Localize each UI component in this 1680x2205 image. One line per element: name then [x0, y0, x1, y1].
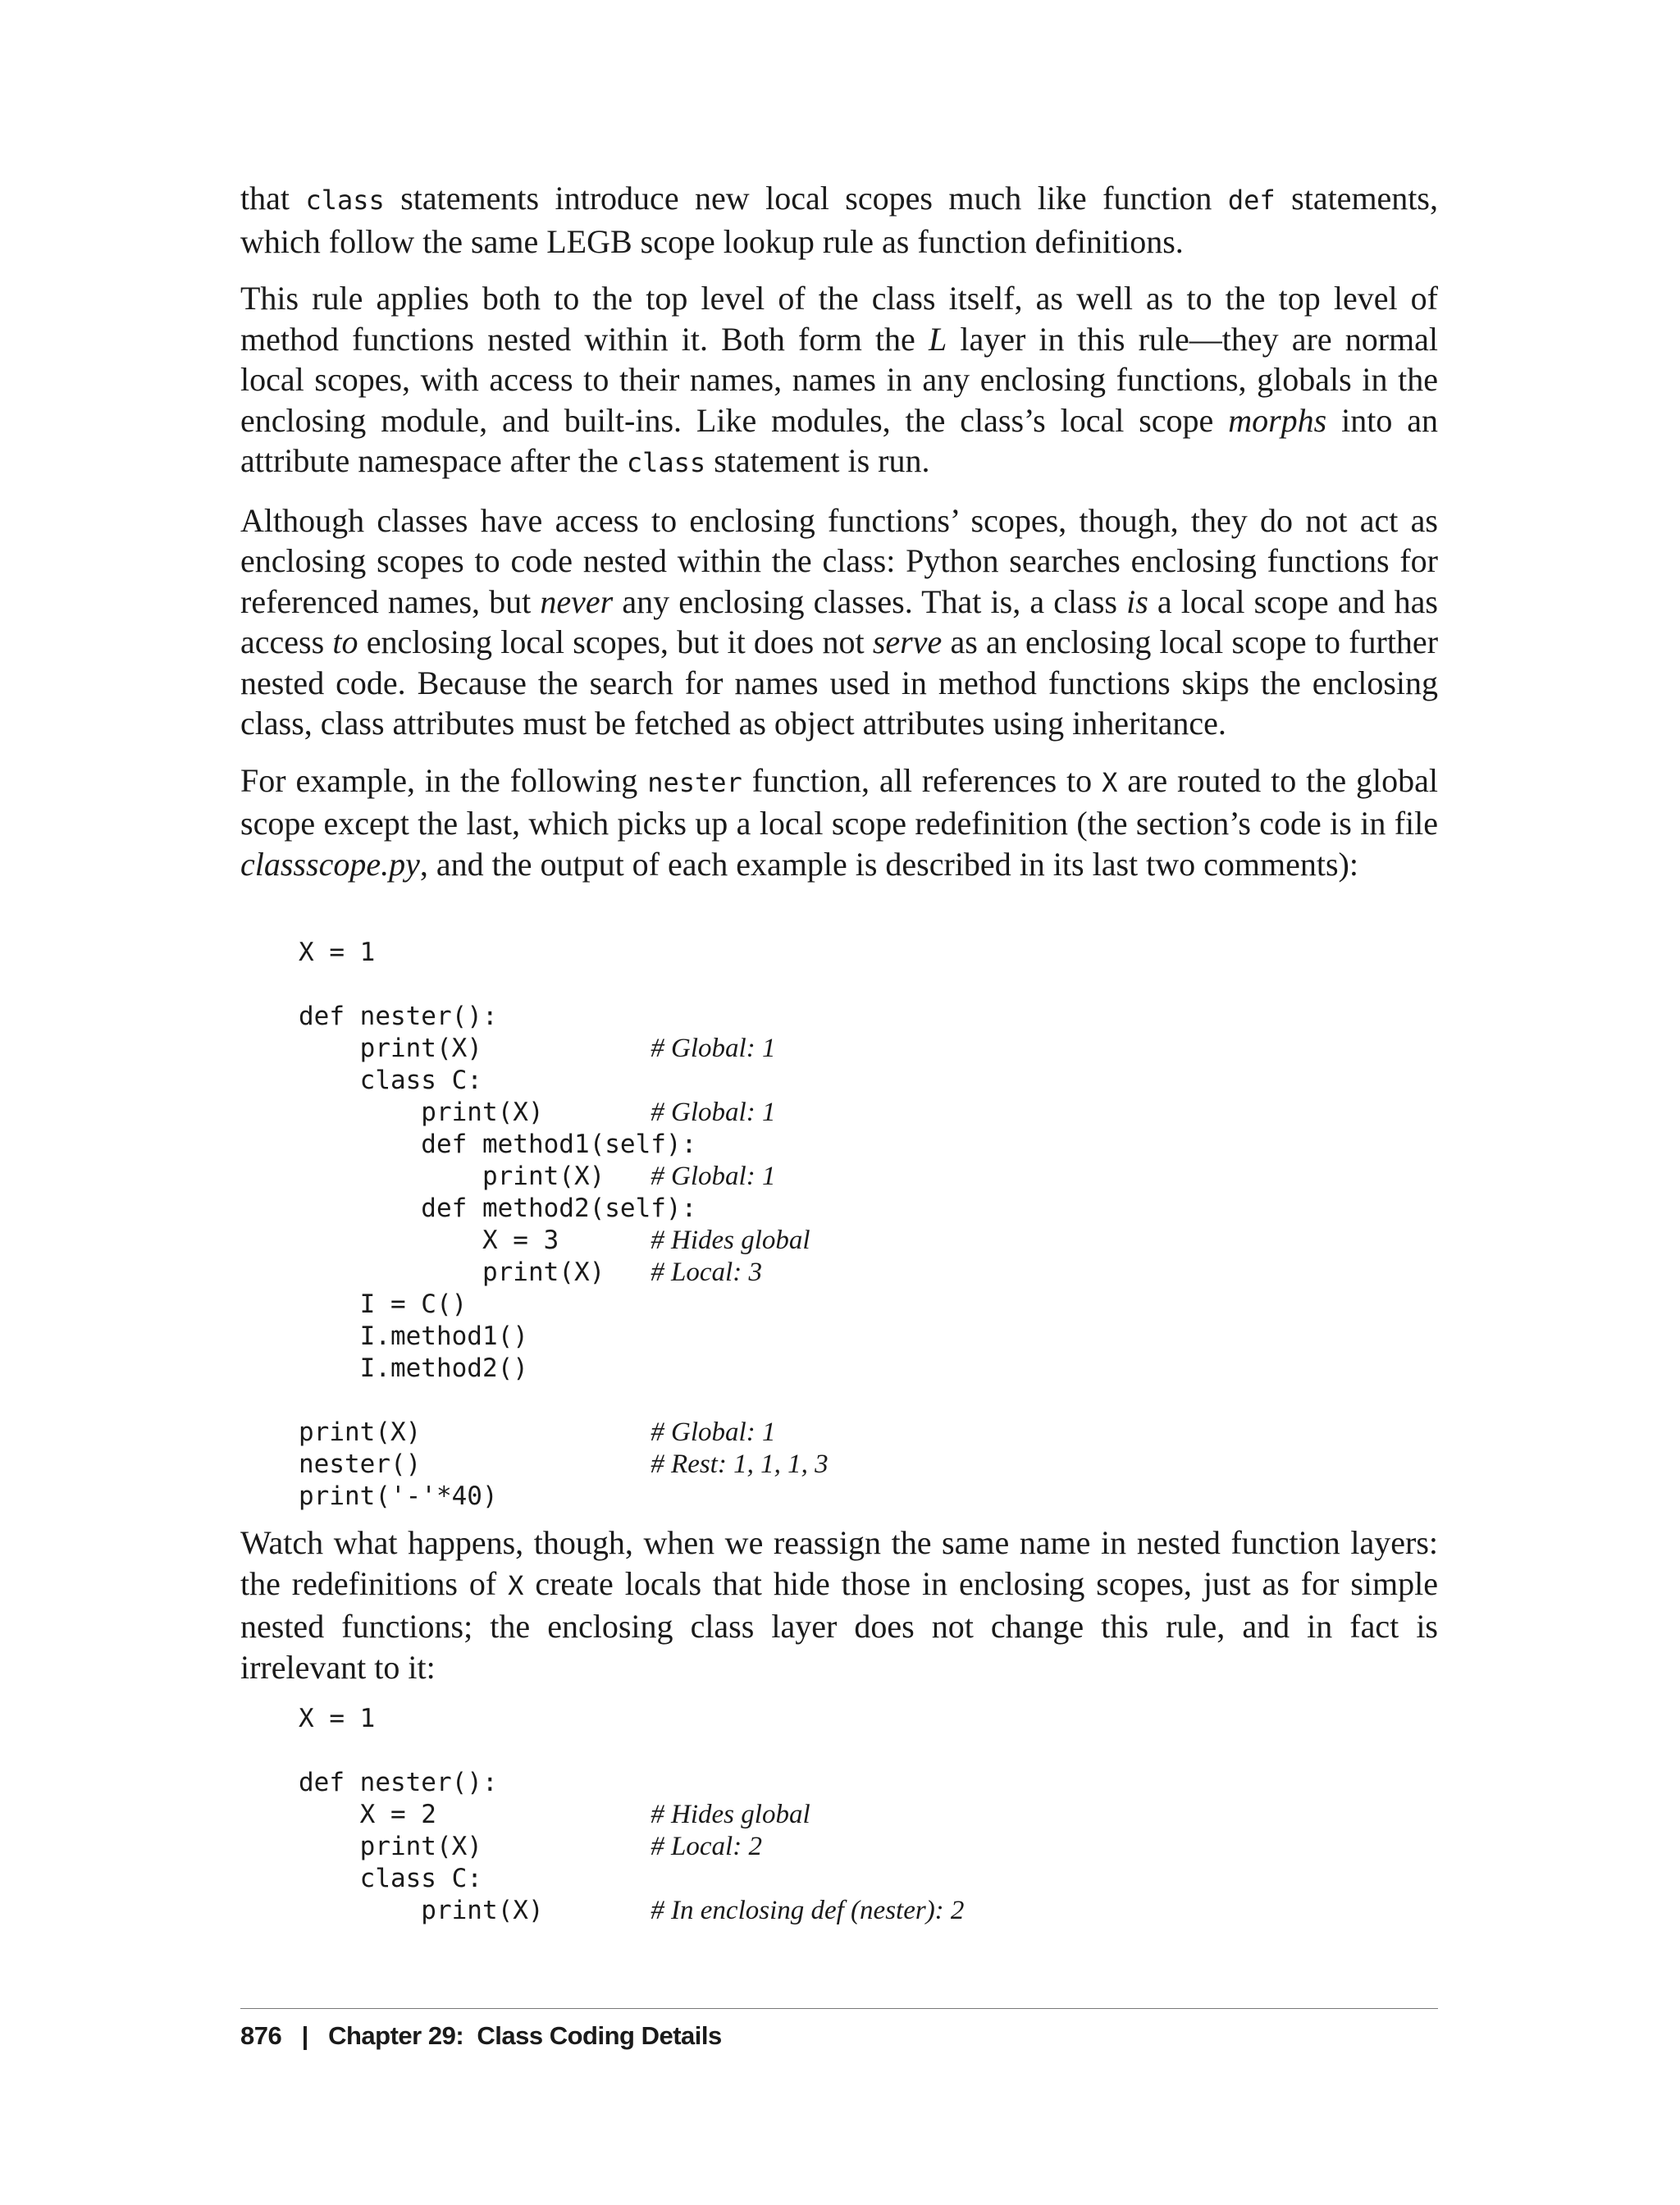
code-line	[299, 1033, 829, 1065]
code-text: print(X)	[299, 1258, 605, 1287]
code-text: print(X)	[299, 1832, 482, 1861]
code-text: def method2(self):	[299, 1194, 697, 1223]
code-line	[299, 1799, 964, 1831]
code-line	[299, 1895, 964, 1927]
code-comment: # In enclosing def (nester): 2	[651, 1896, 965, 1925]
page-number: 876	[240, 2021, 282, 2050]
code-line	[299, 1449, 829, 1481]
code-comment: # Global: 1	[651, 1418, 776, 1447]
code-text	[299, 1386, 314, 1415]
code-line	[299, 1863, 964, 1895]
code-text: def nester():	[299, 1768, 498, 1797]
code-line	[299, 1001, 829, 1033]
paragraph-3: Although classes have access to enclosing functions’ scopes, though, they do not act as enclosing scopes to code nested within the class: Python searches enclosing functions for referenced names, but never any enclosing classes. That is, a class is a local scope and has access to enclosing local scopes, but it does not serve as an enclosing local scope to further nested code. Because the search for names used in method functions skips the enclosing class, class attributes must be fetched as object attributes using inheritance.	[240, 501, 1439, 742]
code-text: print(X)	[299, 1418, 422, 1447]
code-comment: # Global: 1	[651, 1034, 776, 1063]
code-text: print(X)	[299, 1034, 482, 1063]
code-line	[299, 1129, 829, 1161]
code-text: I.method1()	[299, 1322, 528, 1351]
code-line	[299, 1481, 829, 1513]
paragraph-1: that class statements introduce new local scopes much like function def statements, which follow the same LEGB scope lookup rule as function definitions.	[240, 180, 1438, 260]
code-comment: # Hides global	[651, 1800, 810, 1829]
code-text: X = 2	[299, 1800, 436, 1829]
text-block-bottom	[240, 1522, 1438, 1687]
code-line	[299, 1767, 964, 1799]
code-line	[299, 1385, 829, 1417]
code-text: I.method2()	[299, 1354, 528, 1383]
code-line	[299, 1225, 829, 1257]
code-line	[299, 1289, 829, 1321]
chapter-title: Chapter 29: Class Coding Details	[328, 2021, 722, 2050]
code-comment: # Hides global	[651, 1226, 810, 1255]
footer-separator: |	[301, 2021, 308, 2050]
code-text: X = 1	[299, 938, 376, 967]
code-line	[299, 1831, 964, 1863]
code-comment: # Rest: 1, 1, 1, 3	[651, 1449, 829, 1479]
code-text: I = C()	[299, 1290, 468, 1319]
text-block-top	[240, 178, 1438, 884]
code-comment: # Local: 3	[651, 1258, 762, 1287]
code-comment: # Global: 1	[651, 1162, 776, 1191]
page-footer	[240, 2021, 722, 2051]
code-example-1	[299, 937, 829, 1513]
code-text: print('-'*40)	[299, 1481, 498, 1511]
code-line	[299, 1735, 964, 1767]
code-line	[299, 937, 829, 969]
code-text	[299, 970, 314, 999]
code-comment: # Global: 1	[651, 1098, 776, 1127]
code-text: class C:	[299, 1864, 482, 1893]
code-text: nester()	[299, 1449, 422, 1479]
footer-rule	[240, 2008, 1438, 2009]
code-text: def nester():	[299, 1002, 498, 1031]
code-text: X = 1	[299, 1704, 376, 1733]
code-example-2	[299, 1703, 964, 1927]
code-line	[299, 1417, 829, 1449]
code-text: print(X)	[299, 1896, 544, 1925]
code-text: class C:	[299, 1066, 482, 1095]
code-text: print(X)	[299, 1098, 544, 1127]
code-line	[299, 1257, 829, 1289]
code-comment: # Local: 2	[651, 1832, 762, 1861]
code-text: print(X)	[299, 1162, 605, 1191]
code-text: def method1(self):	[299, 1130, 697, 1159]
code-line	[299, 1097, 829, 1129]
code-text: X = 3	[299, 1226, 559, 1255]
code-line	[299, 1065, 829, 1097]
code-line	[299, 1161, 829, 1193]
paragraph-5: Watch what happens, though, when we reassign the same name in nested function layers: the redefinitions of X create locals that hide those in enclosing scopes, just as for simple nested functions; the enclosing class layer does not change this rule, and in fact is irrelevant to it:	[240, 1524, 1439, 1686]
code-line	[299, 1193, 829, 1225]
code-line	[299, 969, 829, 1001]
code-line	[299, 1321, 829, 1353]
paragraph-2: This rule applies both to the top level of the class itself, as well as to the top level of method functions nested within it. Both form the L layer in this rule—they are normal local scopes, with access to their names, names in any enclosing functions, globals in the enclosing module, and built-ins. Like modules, the class’s local scope morphs into an attribute namespace after the class statement is run.	[240, 280, 1439, 479]
code-line	[299, 1703, 964, 1735]
paragraph-4: For example, in the following nester function, all references to X are routed to the global scope except the last, which picks up a local scope redefinition (the section’s code is in file classscope.py, and the output of each example is described in its last two comments):	[240, 761, 1438, 883]
code-line	[299, 1353, 829, 1385]
code-text	[299, 1736, 314, 1765]
